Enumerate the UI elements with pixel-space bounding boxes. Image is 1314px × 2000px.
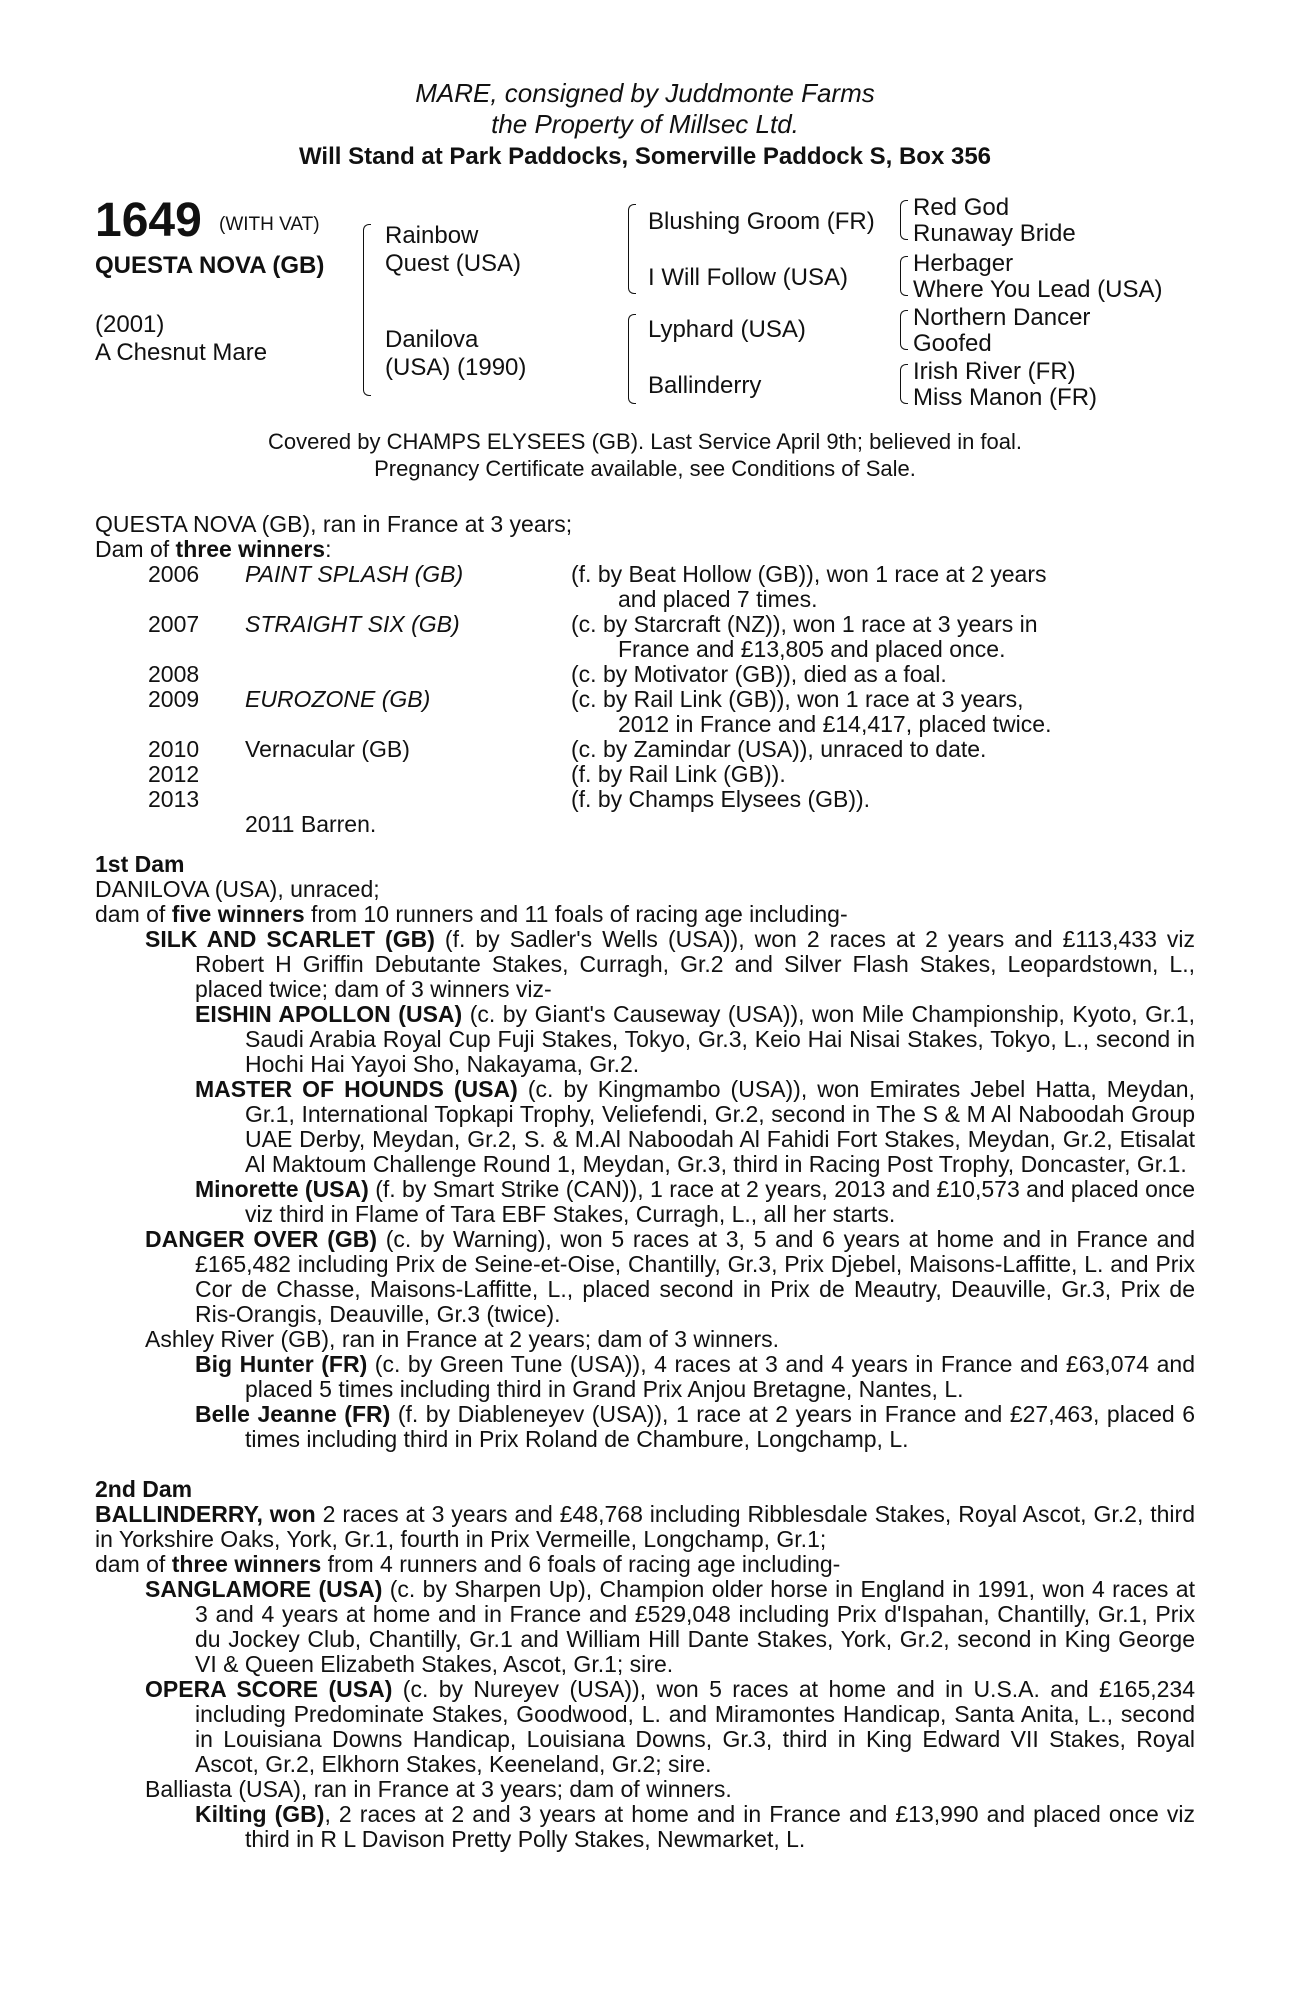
- first-dam-summary: dam of five winners from 10 runners and 11 foals of racing age including-: [95, 901, 848, 927]
- first-dam-line: DANILOVA (USA), unraced;: [95, 876, 380, 902]
- progeny-entry: Minorette (USA) (f. by Smart Strike (CAN)), 1 race at 2 years, 2013 and £10,573 and placed once viz third in Flame of Tara EBF Stakes, Curragh, L., all her starts.: [195, 1176, 1195, 1227]
- dam-dam: Ballinderry: [648, 372, 762, 399]
- progeny-entry: OPERA SCORE (USA) (c. by Nureyev (USA)), won 5 races at home and in U.S.A. and £165,234 including Predominate Stakes, Goodwood, L. and Miramontes Handicap, Santa Anita, L., second in Louisiana Downs Handicap, Louisiana Downs, Gr.3, third in King Edward VII Stakes, Royal Ascot, Gr.2, Elkhorn Stakes, Keeneland, Gr.2; sire.: [145, 1676, 1195, 1777]
- pregnancy-note: Pregnancy Certificate available, see Conditions of Sale.: [374, 456, 916, 481]
- sire-dam: I Will Follow (USA): [648, 264, 849, 291]
- pedigree-bracket: [900, 200, 908, 240]
- ped-dss: Northern Dancer: [913, 304, 1091, 331]
- pedigree-bracket: [628, 204, 636, 294]
- stand-line: Will Stand at Park Paddocks, Somerville Paddock S, Box 356: [298, 143, 992, 170]
- progeny-entry: SANGLAMORE (USA) (c. by Sharpen Up), Champion older horse in England in 1991, won 4 races at 3 and 4 years at home and in France and £529,048 including Prix d'Ispahan, Chantilly, Gr.1, Prix du Jockey Club, Chantilly, Gr.1 and William Hill Dante Stakes, York, Gr.2, second in King George VI & Queen Elizabeth Stakes, Ascot, Gr.1; sire.: [145, 1576, 1195, 1677]
- dam: Danilova (USA) (1990): [385, 326, 527, 381]
- second-dam-heading: 2nd Dam: [95, 1476, 193, 1502]
- sire-sire: Blushing Groom (FR): [648, 208, 875, 235]
- lot-number: 1649: [95, 194, 202, 247]
- property-line: the Property of Millsec Ltd.: [491, 109, 799, 139]
- covered-note: Covered by CHAMPS ELYSEES (GB). Last Service April 9th; believed in foal.: [267, 429, 1023, 454]
- horse-year: (2001): [95, 311, 165, 338]
- progeny-entry: EISHIN APOLLON (USA) (c. by Giant's Causeway (USA)), won Mile Championship, Kyoto, Gr.1, Saudi Arabia Royal Cup Fuji Stakes, Tokyo, Gr.3, Keio Hai Nisai Stakes, Tokyo, L., second in Hochi Hai Yayoi Sho, Nakayama, Gr.2.: [195, 1001, 1195, 1077]
- pedigree-bracket: [628, 314, 636, 404]
- ped-ddd: Miss Manon (FR): [913, 384, 1098, 411]
- progeny-entry: DANGER OVER (GB) (c. by Warning), won 5 races at 3, 5 and 6 years at home and in France and £165,482 including Prix de Seine-et-Oise, Chantilly, Gr.3, Prix Djebel, Maisons-Laffitte, L. and Prix Cor de Chasse, Maisons-Laffitte, L., placed second in Prix de Meautry, Deauville, Gr.3, Prix de Ris-Orangis, Deauville, Gr.3 (twice).: [145, 1226, 1195, 1327]
- vat-label: (WITH VAT): [219, 214, 320, 235]
- consignor-line: MARE, consigned by Juddmonte Farms: [415, 78, 875, 108]
- progeny-table: 2006 PAINT SPLASH (GB) (f. by Beat Hollow (GB)), won 1 race at 2 years and placed 7 times. 2007 STRAIGHT SIX (GB) (c. by Starcraft (NZ)), won 1 race at 3 years in France and £13,805 and placed once. 2008 (c. by Motivator (GB)), died as a foal. 2009 EUROZONE (GB) (c. by Rail Link (GB)), won 1 race at 3 years, 2012 in France and £14,417, placed twice. 2010 Vernacular (GB) (c. by Zamindar (USA)), unraced to date. 2012 (f. by Rail Link (GB)). 2013 (f. by Champs Elysees (GB)). 2011 Barren.: [148, 561, 1052, 837]
- progeny-entry: MASTER OF HOUNDS (USA) (c. by Kingmambo (USA)), won Emirates Jebel Hatta, Meydan, Gr.1, International Topkapi Trophy, Veliefendi, Gr.2, second in The S & M Al Naboodah Group UAE Derby, Meydan, Gr.2, S. & M.Al Naboodah Al Fahidi Fort Stakes, Meydan, Gr.2, Etisalat Al Maktoum Challenge Round 1, Meydan, Gr.3, third in Racing Post Trophy, Doncaster, Gr.1.: [195, 1076, 1195, 1177]
- pedigree-block: [95, 194, 1195, 424]
- pedigree-bracket: [900, 364, 908, 404]
- dam-of-line: Dam of three winners:: [95, 536, 332, 562]
- ped-ssd: Runaway Bride: [913, 220, 1076, 247]
- pedigree-bracket: [900, 256, 908, 296]
- ped-dds: Irish River (FR): [913, 358, 1076, 385]
- second-dam-summary: dam of three winners from 4 runners and 6 foals of racing age including-: [95, 1551, 841, 1577]
- second-dam-line: BALLINDERRY, won 2 races at 3 years and £48,768 including Ribblesdale Stakes, Royal Ascot, Gr.2, third in Yorkshire Oaks, York, Gr.1, fourth in Prix Vermeille, Longchamp, Gr.1;: [95, 1501, 1195, 1552]
- progeny-entry: Kilting (GB), 2 races at 2 and 3 years at home and in France and £13,990 and placed once viz third in R L Davison Pretty Polly Stakes, Newmarket, L.: [195, 1801, 1195, 1852]
- horse-description: A Chesnut Mare: [95, 339, 268, 366]
- dam-sire: Lyphard (USA): [648, 316, 806, 343]
- catalogue-page: [95, 78, 1195, 1852]
- ped-sds: Herbager: [913, 250, 1014, 277]
- ped-sdd: Where You Lead (USA): [913, 276, 1163, 303]
- intro-line: QUESTA NOVA (GB), ran in France at 3 years;: [95, 511, 573, 537]
- horse-name: QUESTA NOVA (GB): [95, 252, 325, 279]
- pedigree-bracket: [363, 224, 371, 396]
- progeny-entry: Big Hunter (FR) (c. by Green Tune (USA)), 4 races at 3 and 4 years in France and £63,074 and placed 5 times including third in Grand Prix Anjou Bretagne, Nantes, L.: [195, 1351, 1196, 1402]
- progeny-entry: Belle Jeanne (FR) (f. by Diableneyev (USA)), 1 race at 2 years in France and £27,463, placed 6 times including third in Prix Roland de Chambure, Longchamp, L.: [195, 1401, 1196, 1452]
- progeny-entry: Ashley River (GB), ran in France at 2 years; dam of 3 winners.: [145, 1326, 780, 1352]
- ped-sss: Red God: [913, 194, 1010, 221]
- pedigree-bracket: [900, 310, 908, 350]
- ped-dsd: Goofed: [913, 330, 992, 357]
- first-dam-heading: 1st Dam: [95, 851, 185, 877]
- progeny-entry: SILK AND SCARLET (GB) (f. by Sadler's Wells (USA)), won 2 races at 2 years and £113,433 viz Robert H Griffin Debutante Stakes, Curragh, Gr.2 and Silver Flash Stakes, Leopardstown, L., placed twice; dam of 3 winners viz-: [145, 926, 1196, 1002]
- progeny-entry: Balliasta (USA), ran in France at 3 years; dam of winners.: [145, 1776, 732, 1802]
- sire: Rainbow Quest (USA): [385, 222, 522, 277]
